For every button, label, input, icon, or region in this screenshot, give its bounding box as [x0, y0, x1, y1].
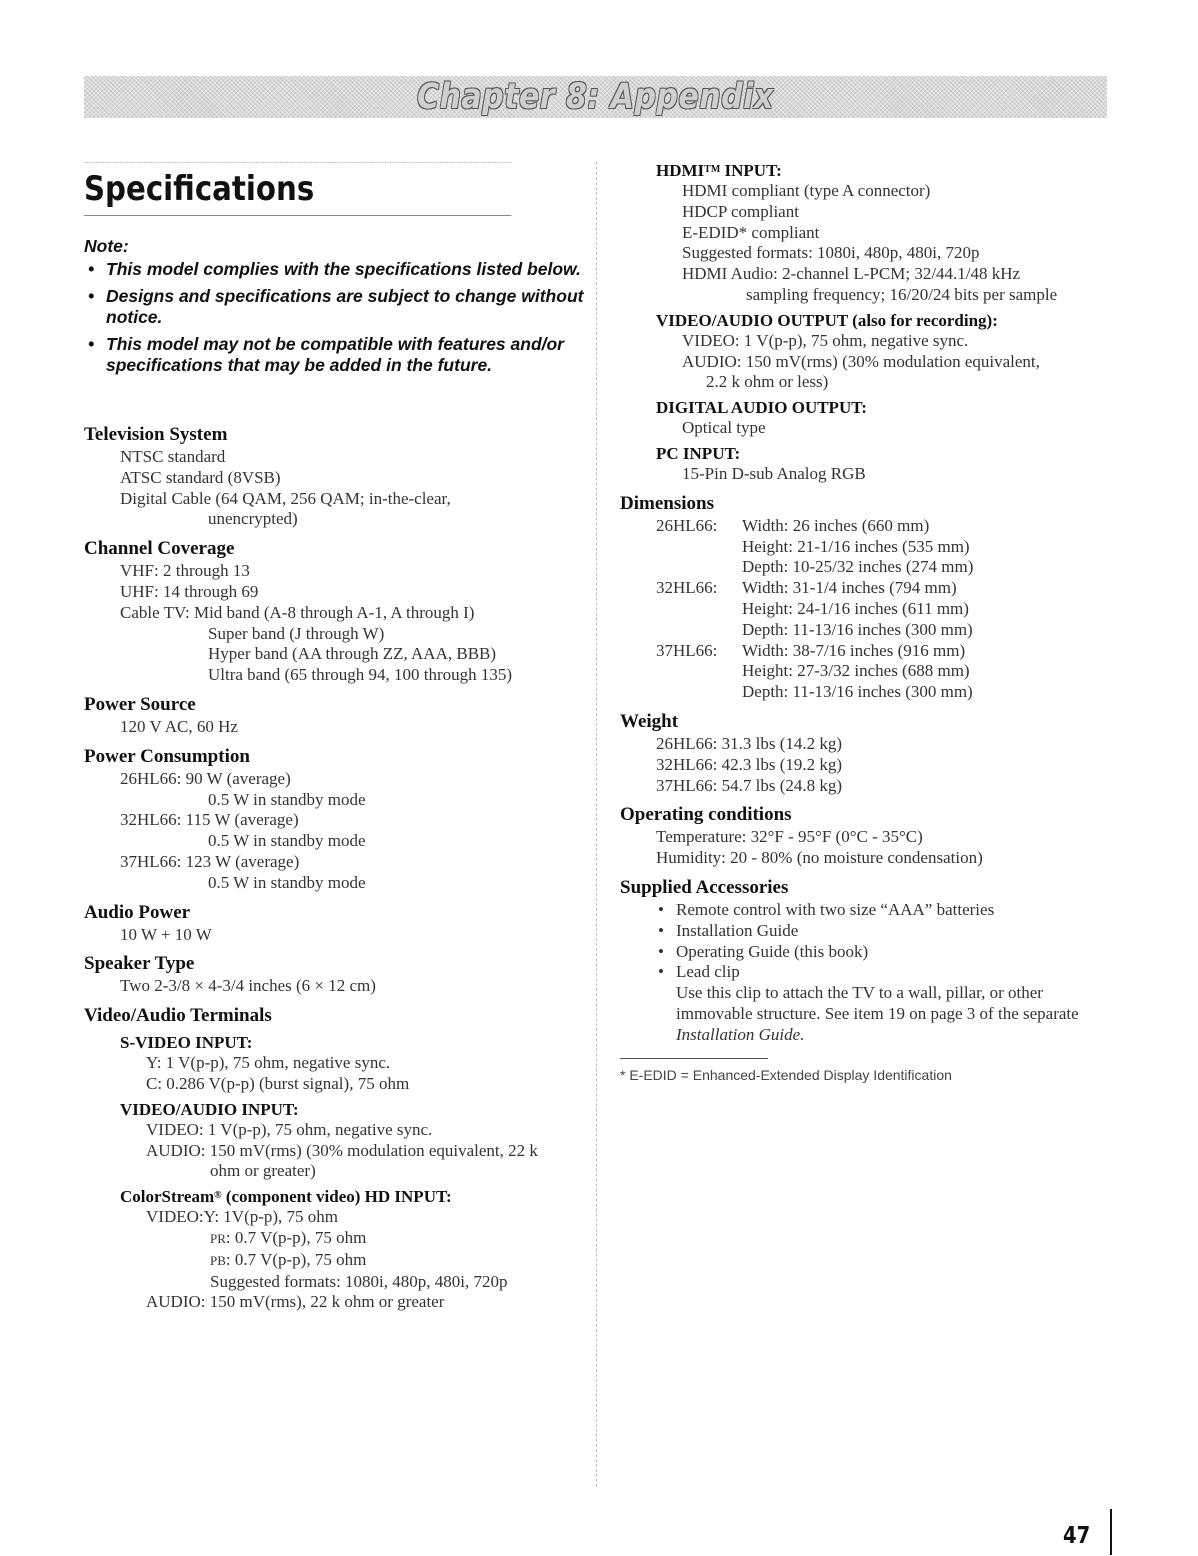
accessory-item: • Remote control with two size “AAA” batteries [620, 900, 1120, 921]
spec-line: AUDIO: 150 mV(rms), 22 k ohm or greater [146, 1292, 445, 1312]
pb-value: : 0.7 V(p-p), 75 ohm [225, 1249, 367, 1269]
hdmi-heading [620, 160, 1120, 181]
spec-line: Hyper band (AA through ZZ, AAA, BBB) [208, 644, 497, 664]
colorstream-heading-rest: (component video) HD INPUT: [221, 1187, 452, 1207]
channel-heading: Channel Coverage [84, 538, 235, 560]
spec-line: 2.2 k ohm or less) [706, 372, 829, 392]
spec-line: 32HL66: 115 W (average) [120, 810, 299, 830]
spec-line: 0.5 W in standby mode [208, 789, 366, 809]
spec-line: E-EDID* compliant [682, 222, 820, 242]
chapter-title: Chapter 8: Appendix [417, 77, 774, 117]
weight-heading: Weight [620, 710, 679, 732]
note-item: • This model may not be compatible with features and/or specifications that may be added in the future. [84, 334, 584, 376]
dimension-row [620, 516, 1120, 578]
spec-line: VIDEO:Y: 1V(p-p), 75 ohm [146, 1207, 339, 1227]
accessory-item: • Lead clip [620, 962, 1120, 983]
accessory-item: • Installation Guide [620, 921, 1120, 942]
footnote-rule [620, 1058, 768, 1059]
va-input-heading: VIDEO/AUDIO INPUT: [120, 1099, 299, 1119]
spec-line: 120 V AC, 60 Hz [120, 716, 238, 736]
right-column [620, 160, 1120, 1085]
dimension-value: Width: 31-1/4 inches (794 mm) [742, 578, 957, 598]
spec-line: 32HL66: 42.3 lbs (19.2 kg) [656, 754, 843, 774]
hdmi-heading-text: HDMI [656, 161, 705, 180]
spec-line: Humidity: 20 - 80% (no moisture condensation) [656, 848, 983, 868]
audio-power-heading: Audio Power [84, 901, 191, 923]
spec-line: Temperature: 32°F - 95°F (0°C - 35°C) [656, 827, 923, 847]
spec-line: VIDEO: 1 V(p-p), 75 ohm, negative sync. [682, 330, 969, 350]
terminals-heading: Video/Audio Terminals [84, 1005, 272, 1027]
spec-line: 37HL66: 123 W (average) [120, 851, 300, 871]
dimension-value: Depth: 11-13/16 inches (300 mm) [742, 619, 973, 639]
dimension-value: Height: 24-1/16 inches (611 mm) [742, 598, 969, 618]
spec-line: immovable structure. See item 19 on page 3 of the separate [676, 1003, 1079, 1023]
model-label: 32HL66: [656, 578, 718, 598]
dimension-value: Height: 27-3/32 inches (688 mm) [742, 661, 970, 681]
dimensions-heading: Dimensions [620, 492, 714, 514]
tv-system-heading: Television System [84, 424, 228, 445]
installation-guide-ref: Installation Guide. [676, 1024, 805, 1044]
page-number-rule [1110, 1509, 1112, 1555]
colorstream-heading [84, 1186, 584, 1207]
spec-line: Super band (J through W) [208, 623, 385, 643]
spec-line: AUDIO: 150 mV(rms) (30% modulation equivalent, [682, 351, 1040, 371]
model-label: 26HL66: [656, 515, 718, 535]
spec-line: C: 0.286 V(p-p) (burst signal), 75 ohm [146, 1073, 410, 1093]
dimension-row [620, 641, 1120, 703]
spec-line: ohm or greater) [210, 1161, 316, 1181]
spec-line: 0.5 W in standby mode [208, 872, 366, 892]
colorstream-heading-text: ColorStream [120, 1187, 215, 1207]
pr-symbol: PR [210, 1230, 226, 1246]
spec-line: sampling frequency; 16/20/24 bits per sample [746, 284, 1058, 304]
power-consumption-heading: Power Consumption [84, 745, 250, 767]
note-label: Note: [84, 236, 129, 256]
dimension-value: Depth: 10-25/32 inches (274 mm) [742, 557, 974, 577]
left-column [84, 162, 584, 1313]
dimension-row [620, 578, 1120, 640]
spec-line [84, 1228, 584, 1250]
note-item: • This model complies with the specifications listed below. [84, 259, 584, 280]
spec-line: AUDIO: 150 mV(rms) (30% modulation equivalent, 22 k [146, 1140, 538, 1160]
column-divider [596, 162, 597, 1487]
accessories-heading: Supplied Accessories [620, 876, 789, 898]
spec-line: 37HL66: 54.7 lbs (24.8 kg) [656, 775, 843, 795]
spec-line: Two 2-3/8 × 4-3/4 inches (6 × 12 cm) [120, 976, 376, 996]
note-list [84, 259, 584, 376]
spec-line: Suggested formats: 1080i, 480p, 480i, 720p [210, 1271, 508, 1291]
spec-line: HDCP compliant [682, 201, 799, 221]
dimension-value: Height: 21-1/16 inches (535 mm) [742, 536, 970, 556]
spec-line: 26HL66: 31.3 lbs (14.2 kg) [656, 733, 843, 753]
model-label: 37HL66: [656, 640, 718, 660]
va-output-heading: VIDEO/AUDIO OUTPUT (also for recording): [656, 310, 998, 330]
spec-line: Ultra band (65 through 94, 100 through 135) [208, 665, 513, 685]
dimension-value: Width: 26 inches (660 mm) [742, 515, 930, 535]
spec-line: 10 W + 10 W [120, 924, 212, 944]
spec-line: unencrypted) [208, 509, 298, 529]
spec-line [84, 1250, 584, 1272]
spec-line: Cable TV: Mid band (A-8 through A-1, A through I) [120, 602, 475, 622]
accessory-item: • Operating Guide (this book) [620, 942, 1120, 963]
spec-line: UHF: 14 through 69 [120, 581, 259, 601]
power-source-heading: Power Source [84, 693, 196, 715]
spec-line: VIDEO: 1 V(p-p), 75 ohm, negative sync. [146, 1119, 433, 1139]
spec-line: Optical type [682, 418, 766, 438]
svideo-heading: S-VIDEO INPUT: [120, 1033, 253, 1053]
spec-line: VHF: 2 through 13 [120, 561, 250, 581]
operating-heading: Operating conditions [620, 804, 792, 826]
spec-line: HDMI compliant (type A connector) [682, 181, 931, 200]
spec-line: NTSC standard [120, 447, 226, 466]
spec-line: ATSC standard (8VSB) [120, 467, 281, 487]
spec-line: Suggested formats: 1080i, 480p, 480i, 720p [682, 243, 980, 263]
pb-symbol: PB [210, 1252, 226, 1268]
hdmi-heading-rest: INPUT: [720, 161, 782, 180]
page-title: Specifications [84, 162, 511, 216]
spec-line: 26HL66: 90 W (average) [120, 768, 291, 788]
page-number: 47 [1063, 1523, 1091, 1549]
spec-line: Y: 1 V(p-p), 75 ohm, negative sync. [146, 1053, 391, 1073]
digital-audio-heading: DIGITAL AUDIO OUTPUT: [656, 398, 867, 418]
registered-mark: ® [214, 1190, 222, 1202]
spec-line: HDMI Audio: 2-channel L-PCM; 32/44.1/48 kHz [682, 264, 1021, 284]
chapter-banner [84, 76, 1107, 118]
footnote: * E-EDID = Enhanced-Extended Display Identification [620, 1066, 952, 1083]
dimension-value: Depth: 11-13/16 inches (300 mm) [742, 682, 973, 702]
dimension-value: Width: 38-7/16 inches (916 mm) [742, 640, 966, 660]
spec-line: Digital Cable (64 QAM, 256 QAM; in-the-clear, [120, 488, 451, 508]
spec-line: 0.5 W in standby mode [208, 831, 366, 851]
pc-input-heading: PC INPUT: [656, 443, 741, 463]
spec-line: Use this clip to attach the TV to a wall, pillar, or other [676, 983, 1043, 1003]
pr-value: : 0.7 V(p-p), 75 ohm [225, 1227, 367, 1247]
note-box [84, 236, 584, 376]
speaker-heading: Speaker Type [84, 953, 195, 975]
note-item: • Designs and specifications are subject to change without notice. [84, 286, 584, 328]
trademark-mark: TM [704, 164, 721, 175]
spec-line: 15-Pin D-sub Analog RGB [682, 463, 866, 483]
